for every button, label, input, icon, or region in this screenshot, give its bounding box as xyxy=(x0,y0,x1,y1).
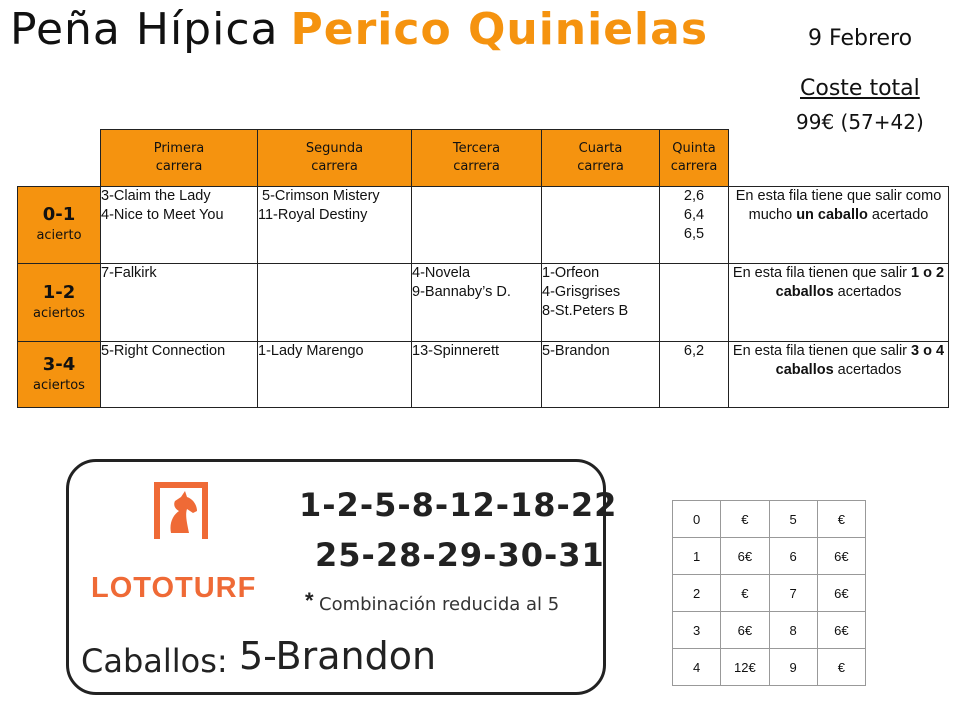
cell-race-3: 4-Novela 9-Bannaby’s D. xyxy=(412,264,542,342)
combination-numbers-line-2: 25-28-29-30-31 xyxy=(315,536,605,574)
combination-numbers-line-1: 1-2-5-8-12-18-22 xyxy=(299,486,618,524)
table-corner xyxy=(18,130,101,187)
cell-race-5: 2,6 6,4 6,5 xyxy=(660,187,729,264)
row-note: En esta fila tienen que salir 3 o 4 caballos acertados xyxy=(729,342,949,408)
asterisk-icon: * xyxy=(305,588,314,613)
row-header-0-1: 0-1 acierto xyxy=(18,187,101,264)
table-row xyxy=(673,538,866,575)
title-club-name: Peña Hípica xyxy=(10,4,279,55)
lototurf-horse-logo-icon xyxy=(151,481,211,541)
column-header-race-1: Primera carrera xyxy=(101,130,258,187)
prize-cell: € xyxy=(817,501,865,538)
row-header-3-4: 3-4 aciertos xyxy=(18,342,101,408)
prize-cell: € xyxy=(817,649,865,686)
cell-race-2: 1-Lady Marengo xyxy=(258,342,412,408)
cell-race-3 xyxy=(412,187,542,264)
title-brand-name: Perico Quinielas xyxy=(290,4,709,55)
quiniela-table xyxy=(17,129,949,408)
column-header-race-2: Segunda carrera xyxy=(258,130,412,187)
prize-cell: 6€ xyxy=(817,575,865,612)
cell-race-4 xyxy=(542,187,660,264)
prize-cell: 6€ xyxy=(817,612,865,649)
cell-race-1: 7-Falkirk xyxy=(101,264,258,342)
cell-race-2: 5-Crimson Mistery 11-Royal Destiny xyxy=(258,187,412,264)
cost-total-label: Coste total xyxy=(800,76,920,101)
cell-race-1: 5-Right Connection xyxy=(101,342,258,408)
combination-note: Combinación reducida al 5 xyxy=(319,594,560,615)
cell-race-4: 1-Orfeon 4-Grisgrises 8-St.Peters B xyxy=(542,264,660,342)
prize-cell: 8 xyxy=(769,612,817,649)
prize-cell: 0 xyxy=(673,501,721,538)
cost-total-value: 99€ (57+42) xyxy=(796,110,924,134)
row-note: En esta fila tienen que salir 1 o 2 caballos acertados xyxy=(729,264,949,342)
prize-cell: 6€ xyxy=(817,538,865,575)
lototurf-card xyxy=(66,459,618,695)
prize-table xyxy=(672,500,866,686)
prize-cell: 1 xyxy=(673,538,721,575)
prize-cell: 6€ xyxy=(721,538,769,575)
prize-cell: 4 xyxy=(673,649,721,686)
cell-race-1: 3-Claim the Lady 4-Nice to Meet You xyxy=(101,187,258,264)
table-row xyxy=(673,575,866,612)
row-header-1-2: 1-2 aciertos xyxy=(18,264,101,342)
prize-cell: 3 xyxy=(673,612,721,649)
table-row xyxy=(673,649,866,686)
lototurf-logo-text: LOTOTURF xyxy=(91,572,257,604)
prize-cell: 9 xyxy=(769,649,817,686)
date-label: 9 Febrero xyxy=(808,26,913,51)
prize-cell: 5 xyxy=(769,501,817,538)
table-row xyxy=(673,501,866,538)
table-header-row xyxy=(18,130,949,187)
prize-cell: 12€ xyxy=(721,649,769,686)
page-title xyxy=(10,4,708,55)
column-header-race-4: Cuarta carrera xyxy=(542,130,660,187)
table-row xyxy=(18,264,949,342)
prize-cell: 7 xyxy=(769,575,817,612)
prize-cell: 2 xyxy=(673,575,721,612)
column-header-race-3: Tercera carrera xyxy=(412,130,542,187)
table-row xyxy=(18,342,949,408)
prize-cell: 6 xyxy=(769,538,817,575)
row-note: En esta fila tiene que salir como mucho un caballo acertado xyxy=(729,187,949,264)
table-row xyxy=(673,612,866,649)
horses-value: 5-Brandon xyxy=(239,634,437,678)
column-header-race-5: Quinta carrera xyxy=(660,130,729,187)
cell-race-2 xyxy=(258,264,412,342)
cell-race-5: 6,2 xyxy=(660,342,729,408)
cell-race-3: 13-Spinnerett xyxy=(412,342,542,408)
cell-race-4: 5-Brandon xyxy=(542,342,660,408)
prize-cell: 6€ xyxy=(721,612,769,649)
prize-cell: € xyxy=(721,501,769,538)
table-row xyxy=(18,187,949,264)
prize-cell: € xyxy=(721,575,769,612)
table-corner-right xyxy=(729,130,949,187)
horses-label: Caballos: xyxy=(81,642,228,680)
cell-race-5 xyxy=(660,264,729,342)
